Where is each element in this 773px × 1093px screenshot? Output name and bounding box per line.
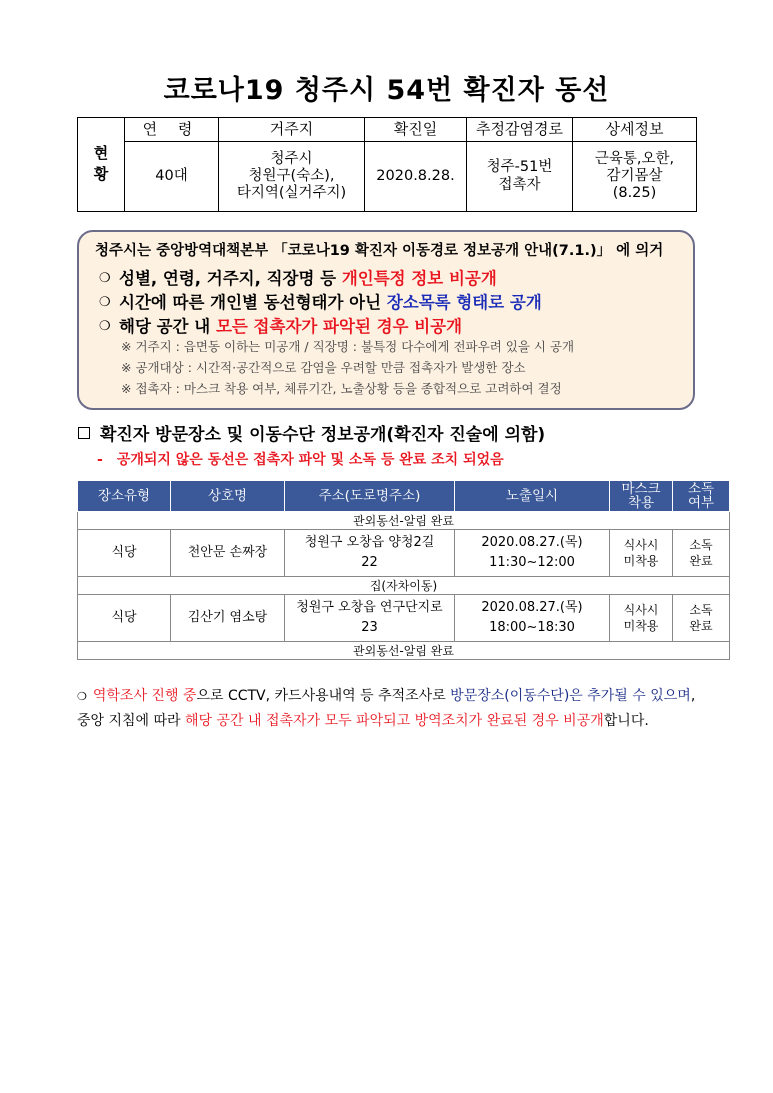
- circle-bullet-icon: ❍: [99, 295, 111, 310]
- header-confirmed-date: 확진일: [365, 118, 467, 142]
- notice-item: ❍ 해당 공간 내 모든 접촉자가 파악된 경우 비공개: [99, 317, 463, 336]
- footer-paragraph: ❍ 역학조사 진행 중으로 CCTV, 카드사용내역 등 추적조사로 방문장소(이동수단)은 추가될 수 있으며, 중앙 지침에 따라 해당 공간 내 접촉자가 모두 파악되고 방역조치가 완료된 경우 비공개합니다.: [77, 688, 696, 729]
- value-confirmed-date: 2020.8.28.: [365, 142, 467, 212]
- notice-intro: 청주시는 중앙방역대책본부 「코로나19 확진자 이동경로 정보공개 안내(7.1.)」 에 의거: [95, 243, 664, 259]
- cell-address: 청원구 오창읍 양청2길 22: [285, 530, 455, 577]
- col-address: 주소(도로명주소): [285, 481, 455, 512]
- notice-item: ❍ 시간에 따른 개인별 동선형태가 아닌 장소목록 형태로 공개: [99, 293, 542, 312]
- cell-exposure-time: 2020.08.27.(목) 11:30~12:00: [455, 530, 610, 577]
- value-age: 40대: [125, 142, 219, 212]
- value-infection-route: 청주-51번 접촉자: [467, 142, 573, 212]
- col-disinfection: 소독 여부: [673, 481, 730, 512]
- circle-bullet-icon: ❍: [99, 271, 111, 286]
- disclosure-notice-box: [77, 230, 695, 410]
- notice-item: ❍ 성별, 연령, 거주지, 직장명 등 개인특정 정보 비공개: [99, 269, 497, 288]
- cell-place-type: 식당: [78, 595, 171, 642]
- header-residence: 거주지: [219, 118, 365, 142]
- cell-mask: 식사시 미착용: [610, 530, 673, 577]
- cell-business-name: 김산기 염소탕: [171, 595, 285, 642]
- route-separator: 관외동선-알림 완료: [78, 642, 730, 660]
- cell-exposure-time: 2020.08.27.(목) 18:00~18:30: [455, 595, 610, 642]
- notice-footnote: ※ 접촉자 : 마스크 착용 여부, 체류기간, 노출상황 등을 종합적으로 고려하여 결정: [121, 381, 562, 396]
- route-separator: 집(자차이동): [78, 577, 730, 595]
- col-place-type: 장소유형: [78, 481, 171, 512]
- visit-places-table: [77, 480, 730, 660]
- col-exposure-time: 노출일시: [455, 481, 610, 512]
- status-side-label: 현 황: [78, 118, 125, 212]
- header-age: 연 령: [125, 118, 219, 142]
- cell-mask: 식사시 미착용: [610, 595, 673, 642]
- patient-summary-table: [77, 117, 697, 212]
- col-business-name: 상호명: [171, 481, 285, 512]
- cell-address: 청원구 오창읍 연구단지로 23: [285, 595, 455, 642]
- cell-place-type: 식당: [78, 530, 171, 577]
- value-residence: 청주시 청원구(숙소), 타지역(실거주지): [219, 142, 365, 212]
- notice-footnote: ※ 공개대상 : 시간적·공간적으로 감염을 우려할 만큼 접촉자가 발생한 장소: [121, 360, 526, 375]
- cell-business-name: 천안문 손짜장: [171, 530, 285, 577]
- notice-footnote: ※ 거주지 : 읍면동 이하는 미공개 / 직장명 : 불특정 다수에게 전파우려 있을 시 공개: [121, 339, 575, 354]
- completion-note: - 공개되지 않은 동선은 접촉자 파악 및 소독 등 완료 조치 되었음: [97, 452, 504, 468]
- page-title: 코로나19 청주시 54번 확진자 동선: [163, 75, 610, 106]
- cell-disinfection: 소독 완료: [673, 595, 730, 642]
- checkbox-square-icon: [78, 427, 90, 439]
- table-row: [78, 530, 730, 577]
- cell-disinfection: 소독 완료: [673, 530, 730, 577]
- route-separator: 관외동선-알림 완료: [78, 512, 730, 530]
- header-infection-route: 추정감염경로: [467, 118, 573, 142]
- header-details: 상세정보: [573, 118, 697, 142]
- table-row: [78, 595, 730, 642]
- circle-bullet-icon: ❍: [99, 319, 111, 334]
- circle-bullet-icon: ❍: [77, 690, 87, 703]
- col-mask: 마스크 착용: [610, 481, 673, 512]
- section-heading: 확진자 방문장소 및 이동수단 정보공개(확진자 진술에 의함): [78, 420, 545, 445]
- value-details: 근육통,오한, 감기몸살 (8.25): [573, 142, 697, 212]
